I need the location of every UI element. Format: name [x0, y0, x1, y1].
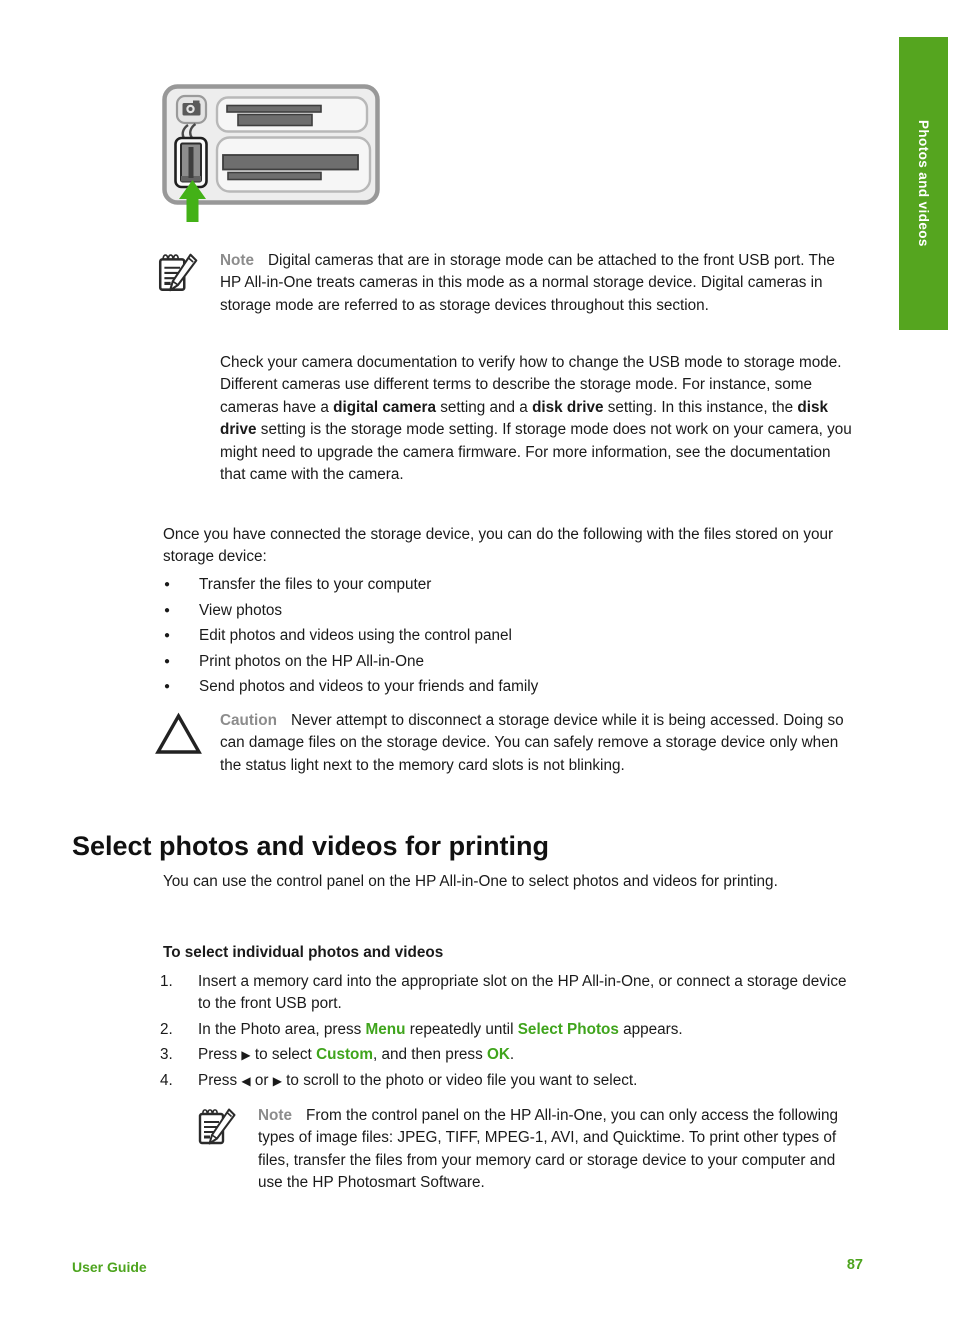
- step-3: 3. Press ▶ to select Custom, and then press OK.: [160, 1044, 872, 1066]
- camera-icon: [177, 96, 206, 123]
- step-number: 2.: [160, 1020, 173, 1038]
- camera-doc-paragraph: Check your camera documentation to verify how to change the USB mode to storage mode. Different cameras use different terms to describe the storage mode. For instance, some cameras have a digital camera setting and a disk drive setting. In this instance, the disk drive setting is the storage mode setting. If storage mode does not work on your camera, you might need to upgrade the camera firmware. For more information, see the documentation that came with the camera.: [220, 354, 852, 484]
- note-icon: [155, 250, 202, 317]
- custom-option-term: Custom: [316, 1046, 374, 1064]
- right-arrow-icon: ▶: [272, 1073, 282, 1088]
- footer-document-title: User Guide: [72, 1259, 147, 1275]
- bullet-icon: ●: [164, 604, 171, 616]
- note-1-text: Note Digital cameras that are in storage mode can be attached to the front USB port. The HP All-in-One treats cameras in this mode as a normal storage device. Digital cameras in storage mode are referred to as storage devices throughout this section.: [220, 252, 835, 314]
- note-icon: [195, 1105, 240, 1195]
- front-panel-graphic: [162, 84, 380, 224]
- note-label: Note: [220, 252, 254, 269]
- footer-page-number: 87: [846, 1257, 863, 1273]
- list-item: ● Transfer the files to your computer: [163, 572, 863, 598]
- list-item: ● Edit photos and videos using the control panel: [163, 623, 863, 649]
- disk-drive-term: disk drive: [220, 398, 828, 439]
- caution-icon: [155, 710, 202, 777]
- disk-drive-term: disk drive: [532, 398, 604, 416]
- caution-callout: [155, 710, 857, 777]
- front-panel-illustration: [162, 84, 380, 224]
- caution-label: Caution: [220, 712, 277, 729]
- bullet-icon: ●: [164, 630, 171, 642]
- bullet-icon: ●: [164, 681, 171, 693]
- memory-card-slots-top: [217, 98, 367, 132]
- step-4: 4. Press ◀ or ▶ to scroll to the photo or video file you want to select.: [160, 1070, 872, 1092]
- left-arrow-icon: ◀: [241, 1073, 251, 1088]
- menu-button-term: Menu: [365, 1020, 406, 1038]
- note-callout-1: [155, 250, 857, 317]
- chapter-tab: [899, 37, 948, 330]
- storage-actions-list: [163, 572, 863, 700]
- list-item: ● Print photos on the HP All-in-One: [163, 649, 863, 675]
- procedure-subhead: To select individual photos and videos: [163, 944, 444, 961]
- list-item: ● Send photos and videos to your friends and family: [163, 674, 863, 700]
- storage-intro-paragraph: Once you have connected the storage device, you can do the following with the files stored on your storage device:: [163, 526, 834, 566]
- bullet-icon: ●: [164, 579, 171, 590]
- note-2-text: Note From the control panel on the HP All-in-One, you can only access the following types of image files: JPEG, TIFF, MPEG-1, AVI, and Quicktime. To print other types of files, transfer the files from your memory card or storage device to your computer and use the HP Photosmart Software.: [258, 1107, 838, 1192]
- step-2: 2. In the Photo area, press Menu repeatedly until Select Photos appears.: [160, 1019, 872, 1041]
- memory-card-slots-bottom: [217, 138, 370, 192]
- list-item: ● View photos: [163, 598, 863, 624]
- digital-camera-term: digital camera: [333, 398, 436, 416]
- step-number: 3.: [160, 1046, 173, 1064]
- ok-button-term: OK: [486, 1046, 510, 1064]
- note-callout-2: [195, 1105, 865, 1195]
- section-intro-paragraph: You can use the control panel on the HP All-in-One to select photos and videos for printing.: [163, 873, 778, 890]
- step-number: 4.: [160, 1071, 173, 1089]
- front-usb-port: [176, 138, 207, 187]
- step-1: 1. Insert a memory card into the appropriate slot on the HP All-in-One, or connect a storage device to the front USB port.: [160, 971, 872, 1016]
- procedure-steps: [160, 971, 872, 1095]
- right-arrow-icon: ▶: [241, 1048, 251, 1063]
- note-label: Note: [258, 1107, 292, 1124]
- page-title: Select photos and videos for printing: [72, 831, 550, 861]
- chapter-tab-label: Photos and videos: [916, 120, 931, 247]
- caution-text: Caution Never attempt to disconnect a storage device while it is being accessed. Doing so can damage files on the storage device. You can safely remove a storage device only when the status light next to the memory card slots is not blinking.: [220, 712, 844, 774]
- select-photos-term: Select Photos: [517, 1020, 619, 1038]
- bullet-icon: ●: [164, 655, 171, 667]
- step-number: 1.: [160, 973, 173, 990]
